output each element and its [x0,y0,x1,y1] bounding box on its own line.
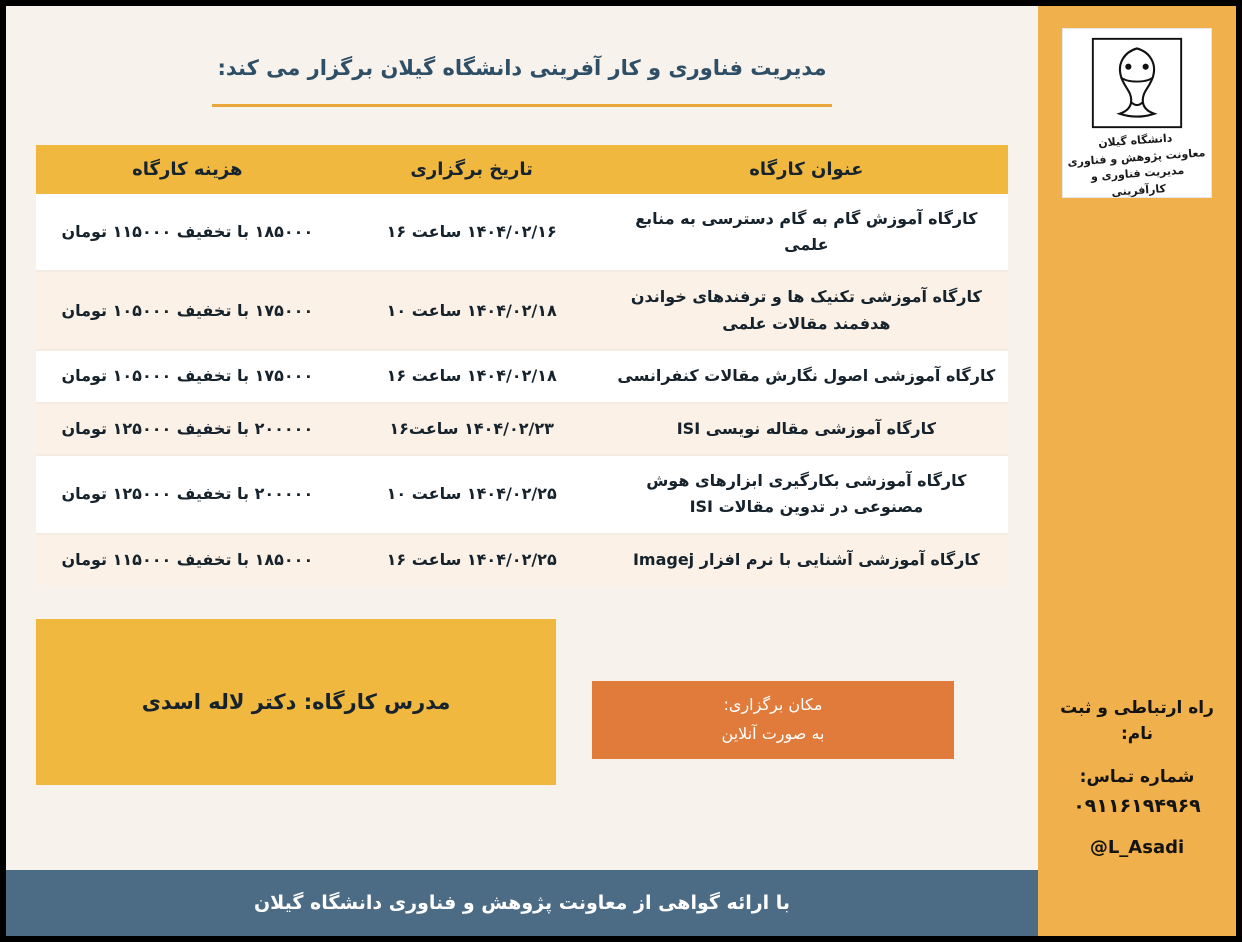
contact-phone-number[interactable]: ۰۹۱۱۶۱۹۴۹۶۹ [1073,795,1201,817]
column-header-date: تاریخ برگزاری [339,145,605,194]
column-header-title: عنوان کارگاه [605,145,1008,194]
cell-date: ۱۴۰۴/۰۲/۲۵ ساعت ۱۶ [339,534,605,585]
cell-title: کارگاه آموزشی آشنایی با نرم افزار Imagej [605,534,1008,585]
cell-date: ۱۴۰۴/۰۲/۱۶ ساعت ۱۶ [386,221,557,241]
cell-title: کارگاه آموزشی تکنیک ها و ترفندهای خواندن هدفمند مقالات علمی [605,271,1008,350]
column-header-cost: هزینه کارگاه [36,145,339,194]
sidebar [1038,6,1236,936]
cell-date: ۱۴۰۴/۰۲/۲۳ ساعت۱۶ [339,403,605,455]
logo-caption [1061,128,1213,204]
table-row [36,534,1008,585]
instructor-text: مدرس کارگاه: دکتر لاله اسدی [141,690,451,715]
workshops-table [36,145,1008,586]
cell-date: ۱۴۰۴/۰۲/۱۸ ساعت ۱۶ [339,350,605,402]
workshops-table-wrapper [36,145,1008,586]
main-content [6,6,1038,936]
cell-date: ۱۴۰۴/۰۲/۱۸ ساعت ۱۰ [339,271,605,350]
gilan-university-emblem-icon [1089,35,1185,131]
venue-box [592,681,954,759]
table-row [36,455,1008,534]
table-body [36,194,1008,586]
bottom-panels [36,619,1008,785]
contact-phone-label: شماره تماس: [1079,766,1195,787]
contact-block [1053,695,1221,858]
cell-cost: ۱۷۵۰۰۰ با تخفیف ۱۰۵۰۰۰ تومان [36,350,339,402]
logo-caption-line-1: دانشگاه گیلان [1097,131,1173,150]
cell-cost: ۲۰۰۰۰۰ با تخفیف ۱۲۵۰۰۰ تومان [36,455,339,534]
logo-caption-line-2: معاونت پژوهش و فناوری [1067,145,1206,169]
contact-handle[interactable]: @L_Asadi [1089,837,1185,858]
footer-bar [6,870,1038,936]
table-header-row [36,145,1008,194]
cell-title: کارگاه آموزشی بکارگیری ابزارهای هوش مصنوعی در تدوین مقالات ISI [605,455,1008,534]
venue-label: مکان برگزاری: [723,695,823,715]
cell-cost: ۲۰۰۰۰۰ با تخفیف ۱۲۵۰۰۰ تومان [36,403,339,455]
contact-label: راه ارتباطی و ثبت نام: [1060,698,1214,745]
footer-text: با ارائه گواهی از معاونت پژوهش و فناوری دانشگاه گیلان [253,892,791,914]
cell-title: کارگاه آموزشی اصول نگارش مقالات کنفرانسی [605,350,1008,402]
cell-cost: ۱۸۵۰۰۰ با تخفیف ۱۱۵۰۰۰ تومان [36,534,339,585]
header-divider [212,104,832,107]
table-row [36,350,1008,402]
cell-title: کارگاه آموزش گام به گام دسترسی به منابع علمی [635,208,978,254]
cell-cost: ۱۸۵۰۰۰ با تخفیف ۱۱۵۰۰۰ تومان [61,221,314,241]
page-title: مدیریت فناوری و کار آفرینی دانشگاه گیلان برگزار می کند: [217,56,827,80]
table-row [36,403,1008,455]
table-row [36,271,1008,350]
venue-value: به صورت آنلاین [721,724,825,744]
cell-date: ۱۴۰۴/۰۲/۲۵ ساعت ۱۰ [339,455,605,534]
table-row [36,194,1008,272]
university-logo [1062,28,1212,198]
logo-caption-line-3: مدیریت فناوری و کارآفرینی [1090,163,1185,199]
poster-header [6,6,1038,107]
instructor-box [36,619,556,785]
cell-cost: ۱۷۵۰۰۰ با تخفیف ۱۰۵۰۰۰ تومان [36,271,339,350]
table-header [36,145,1008,194]
cell-title: کارگاه آموزشی مقاله نویسی ISI [605,403,1008,455]
poster-canvas [6,6,1236,936]
